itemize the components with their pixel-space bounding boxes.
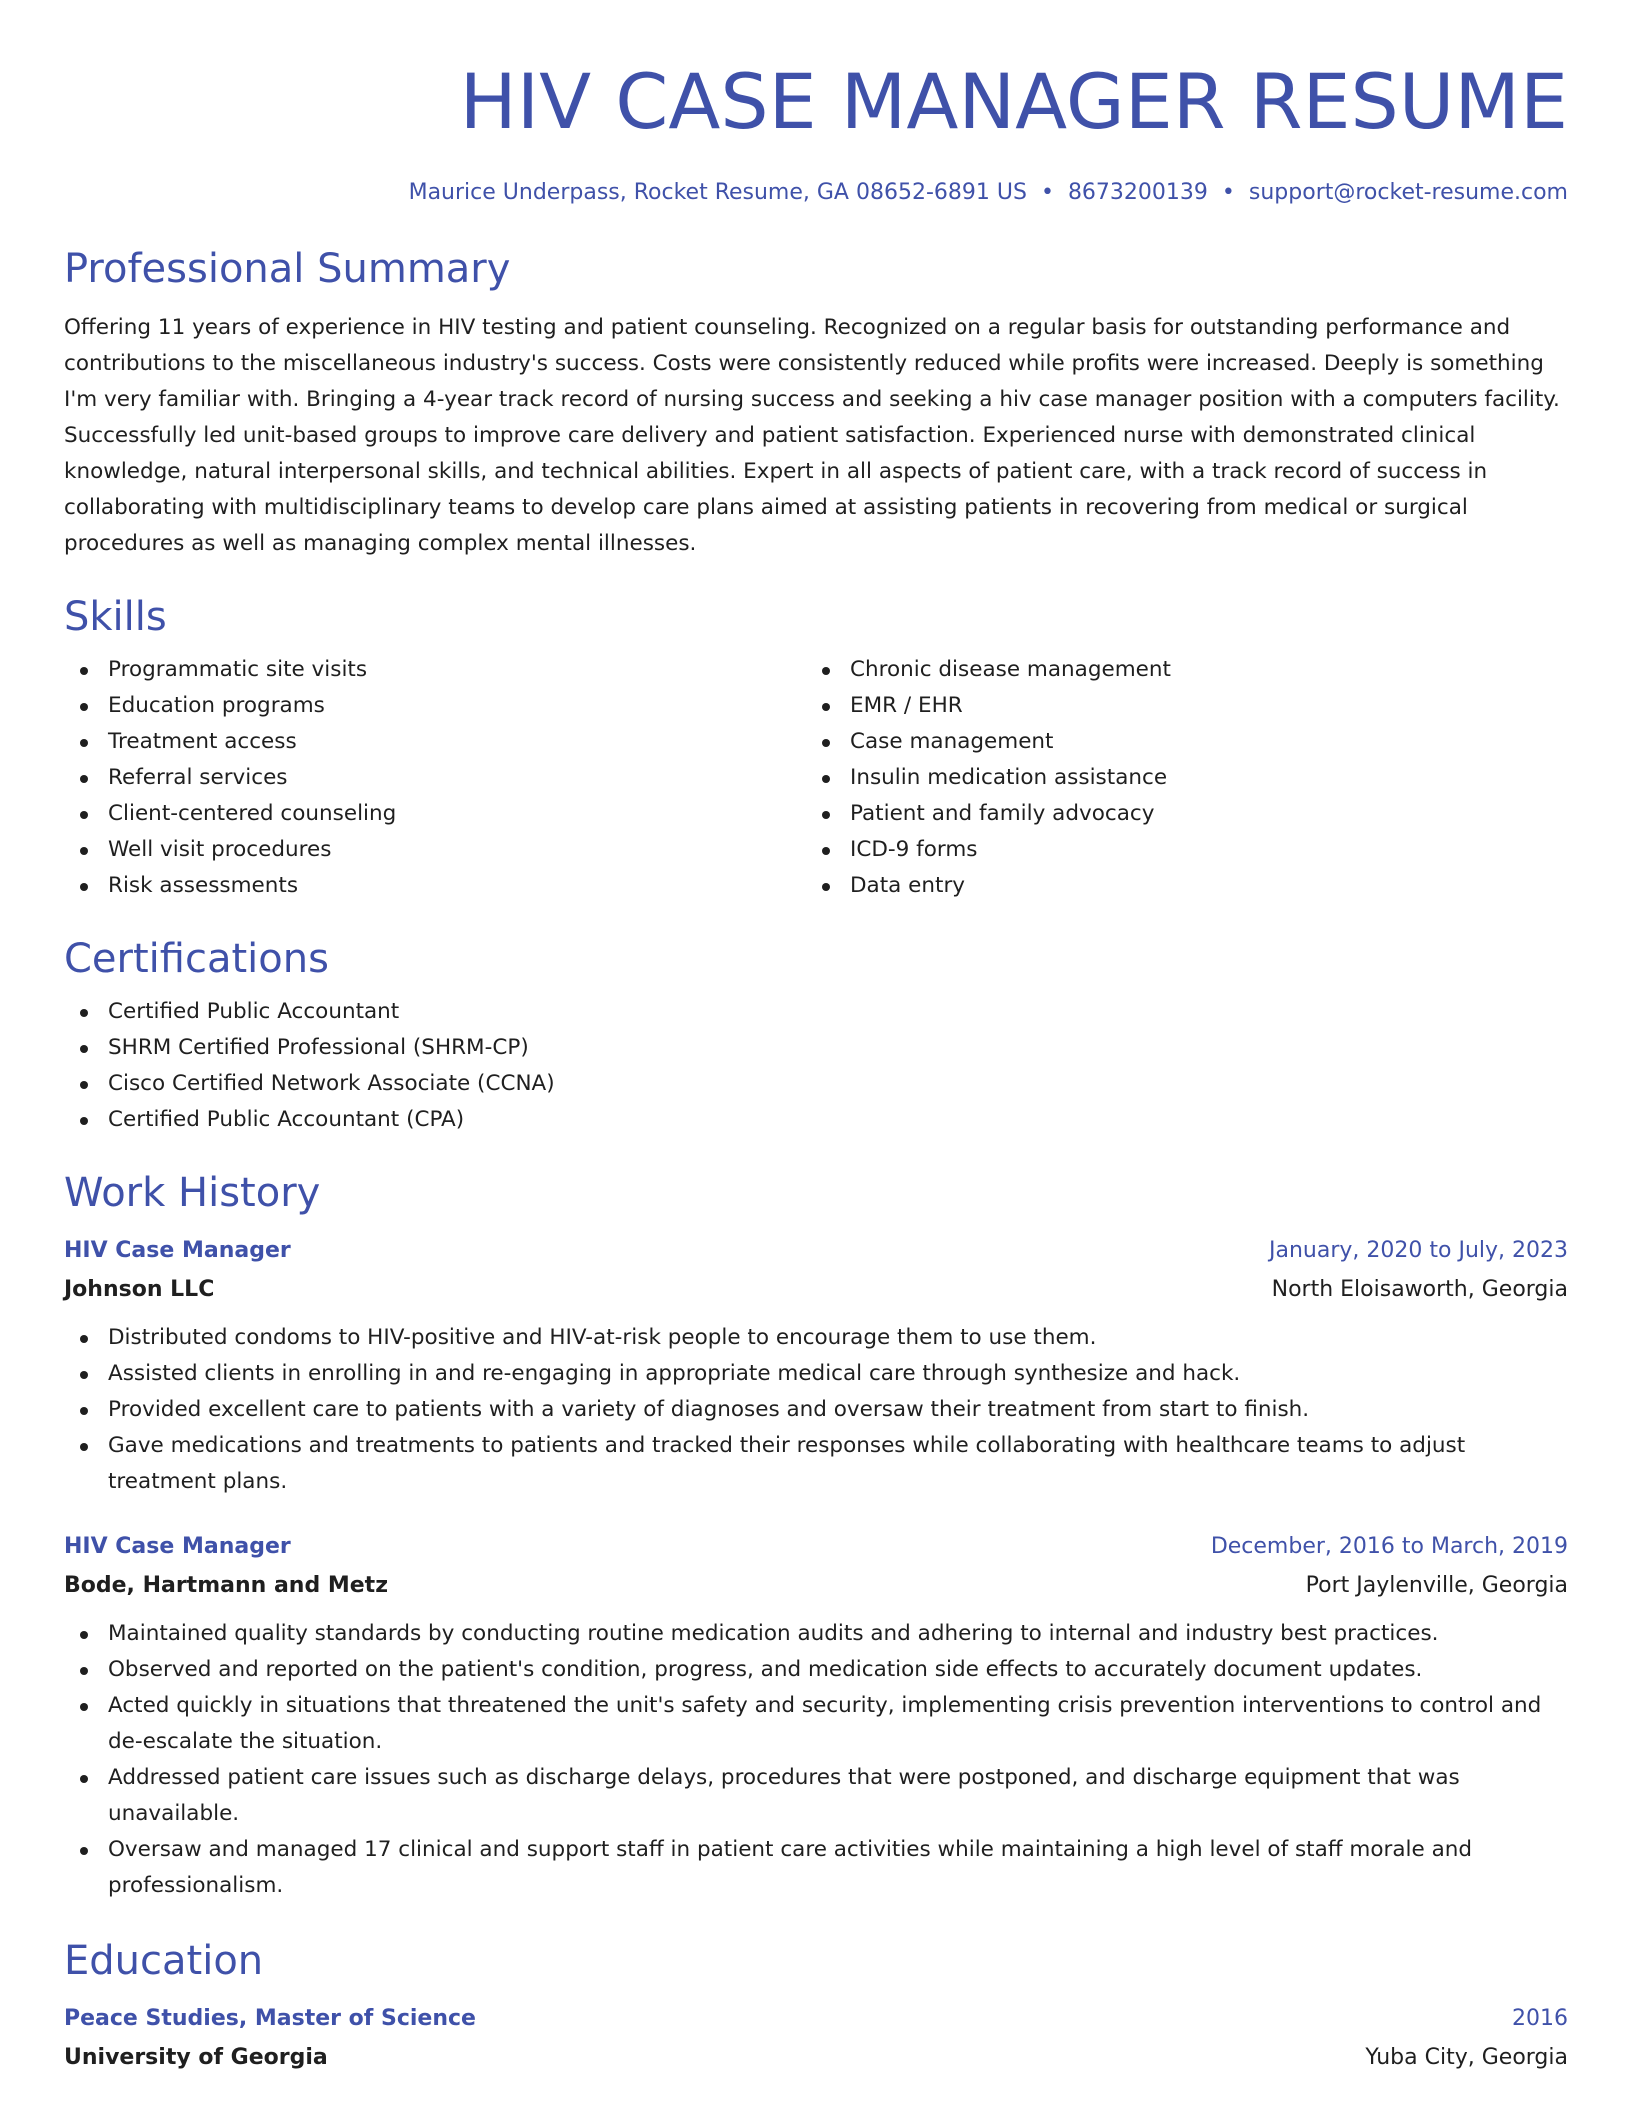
professional-summary-section — [64, 244, 1568, 562]
job-duty-item: Gave medications and treatments to patients and tracked their responses while collaborating with healthcare teams to adjust treatment plans. — [64, 1428, 1568, 1500]
work-history-section — [64, 1168, 1568, 1904]
section-heading: Skills — [64, 594, 167, 640]
job-duty-item: Assisted clients in enrolling in and re-engaging in appropriate medical care through synthesize and hack. — [64, 1356, 1568, 1392]
job-entry — [64, 1232, 1568, 1500]
skill-item: Education programs — [64, 688, 806, 724]
education-degree: Peace Studies, Master of Science — [64, 2006, 476, 2031]
section-heading: Professional Summary — [64, 246, 511, 292]
skill-item: Case management — [806, 724, 1548, 760]
job-company-row — [64, 1566, 1568, 1606]
skill-item: Data entry — [806, 868, 1548, 904]
section-heading: Education — [64, 1938, 264, 1984]
job-duties-list — [64, 1616, 1568, 1904]
job-company-row — [64, 1270, 1568, 1310]
skill-item: Risk assessments — [64, 868, 806, 904]
skills-grid — [64, 652, 1568, 904]
job-role: HIV Case Manager — [64, 1534, 291, 1559]
education-section — [64, 1936, 1568, 2078]
contact-line — [64, 176, 1568, 210]
skill-item: Well visit procedures — [64, 832, 806, 868]
skills-section — [64, 592, 1568, 904]
skill-item: Programmatic site visits — [64, 652, 806, 688]
certifications-list — [64, 994, 1568, 1138]
section-heading: Work History — [64, 1170, 321, 1216]
skill-item: Patient and family advocacy — [806, 796, 1548, 832]
skills-list-left — [64, 652, 806, 904]
section-heading: Certifications — [64, 936, 329, 982]
certification-item: Certified Public Accountant (CPA) — [64, 1102, 1568, 1138]
skill-item: Client-centered counseling — [64, 796, 806, 832]
education-location: Yuba City, Georgia — [1365, 2045, 1568, 2070]
certification-item: SHRM Certified Professional (SHRM-CP) — [64, 1030, 1568, 1066]
certifications-section — [64, 934, 1568, 1138]
certification-item: Cisco Certified Network Associate (CCNA) — [64, 1066, 1568, 1102]
contact-phone[interactable]: 8673200139 — [1067, 180, 1208, 205]
job-dates: December, 2016 to March, 2019 — [1210, 1534, 1568, 1559]
job-company: Bode, Hartmann and Metz — [64, 1573, 388, 1598]
skills-list-right — [806, 652, 1548, 904]
job-entry — [64, 1528, 1568, 1904]
education-year: 2016 — [1512, 2006, 1568, 2031]
job-duty-item: Oversaw and managed 17 clinical and support staff in patient care activities while maintaining a high level of staff morale and professionalism. — [64, 1832, 1568, 1904]
skill-item: Chronic disease management — [806, 652, 1548, 688]
job-duties-list — [64, 1320, 1568, 1500]
job-duty-item: Maintained quality standards by conducting routine medication audits and adhering to internal and industry best practices. — [64, 1616, 1568, 1652]
job-duty-item: Observed and reported on the patient's condition, progress, and medication side effects to accurately document updates. — [64, 1652, 1568, 1688]
skill-item: EMR / EHR — [806, 688, 1548, 724]
contact-address: Maurice Underpass, Rocket Resume, GA 08652-6891 US — [408, 180, 1027, 205]
job-duty-item: Provided excellent care to patients with a variety of diagnoses and oversaw their treatment from start to finish. — [64, 1392, 1568, 1428]
certification-item: Certified Public Accountant — [64, 994, 1568, 1030]
contact-separator: • — [1040, 180, 1054, 205]
job-duty-item: Addressed patient care issues such as discharge delays, procedures that were postponed, and discharge equipment that was unavailable. — [64, 1760, 1568, 1832]
education-header-row — [64, 2000, 1568, 2038]
job-header-row — [64, 1528, 1568, 1566]
job-header-row — [64, 1232, 1568, 1270]
resume-title: HIV CASE MANAGER RESUME — [459, 57, 1568, 146]
contact-email[interactable]: support@rocket-resume.com — [1248, 180, 1568, 205]
skill-item: Insulin medication assistance — [806, 760, 1548, 796]
contact-separator: • — [1221, 180, 1235, 205]
job-duty-item: Acted quickly in situations that threatened the unit's safety and security, implementing crisis prevention interventions to control and de-escalate the situation. — [64, 1688, 1568, 1760]
resume-page — [64, 0, 1568, 2078]
job-location: Port Jaylenville, Georgia — [1305, 1573, 1568, 1598]
education-school: University of Georgia — [64, 2045, 328, 2070]
job-duty-item: Distributed condoms to HIV-positive and HIV-at-risk people to encourage them to use them. — [64, 1320, 1568, 1356]
skill-item: Treatment access — [64, 724, 806, 760]
summary-text: Offering 11 years of experience in HIV testing and patient counseling. Recognized on a regular basis for outstanding performance and contributions to the miscellaneous industry's success. Costs were consistently reduced while profits were increased. Deeply is something I'm very familiar with. Bringing a 4-year track record of nursing success and seeking a hiv case manager position with a computers facility. Successfully led unit-based groups to improve care delivery and patient satisfaction. Experienced nurse with demonstrated clinical knowledge, natural interpersonal skills, and technical abilities. Expert in all aspects of patient care, with a track record of success in collaborating with multidisciplinary teams to develop care plans aimed at assisting patients in recovering from medical or surgical procedures as well as managing complex mental illnesses. — [64, 315, 1560, 556]
education-entry — [64, 2000, 1568, 2078]
skill-item: Referral services — [64, 760, 806, 796]
education-school-row — [64, 2038, 1568, 2078]
job-location: North Eloisaworth, Georgia — [1271, 1277, 1568, 1302]
job-dates: January, 2020 to July, 2023 — [1269, 1238, 1568, 1263]
skill-item: ICD-9 forms — [806, 832, 1548, 868]
job-role: HIV Case Manager — [64, 1238, 291, 1263]
job-company: Johnson LLC — [64, 1277, 215, 1302]
